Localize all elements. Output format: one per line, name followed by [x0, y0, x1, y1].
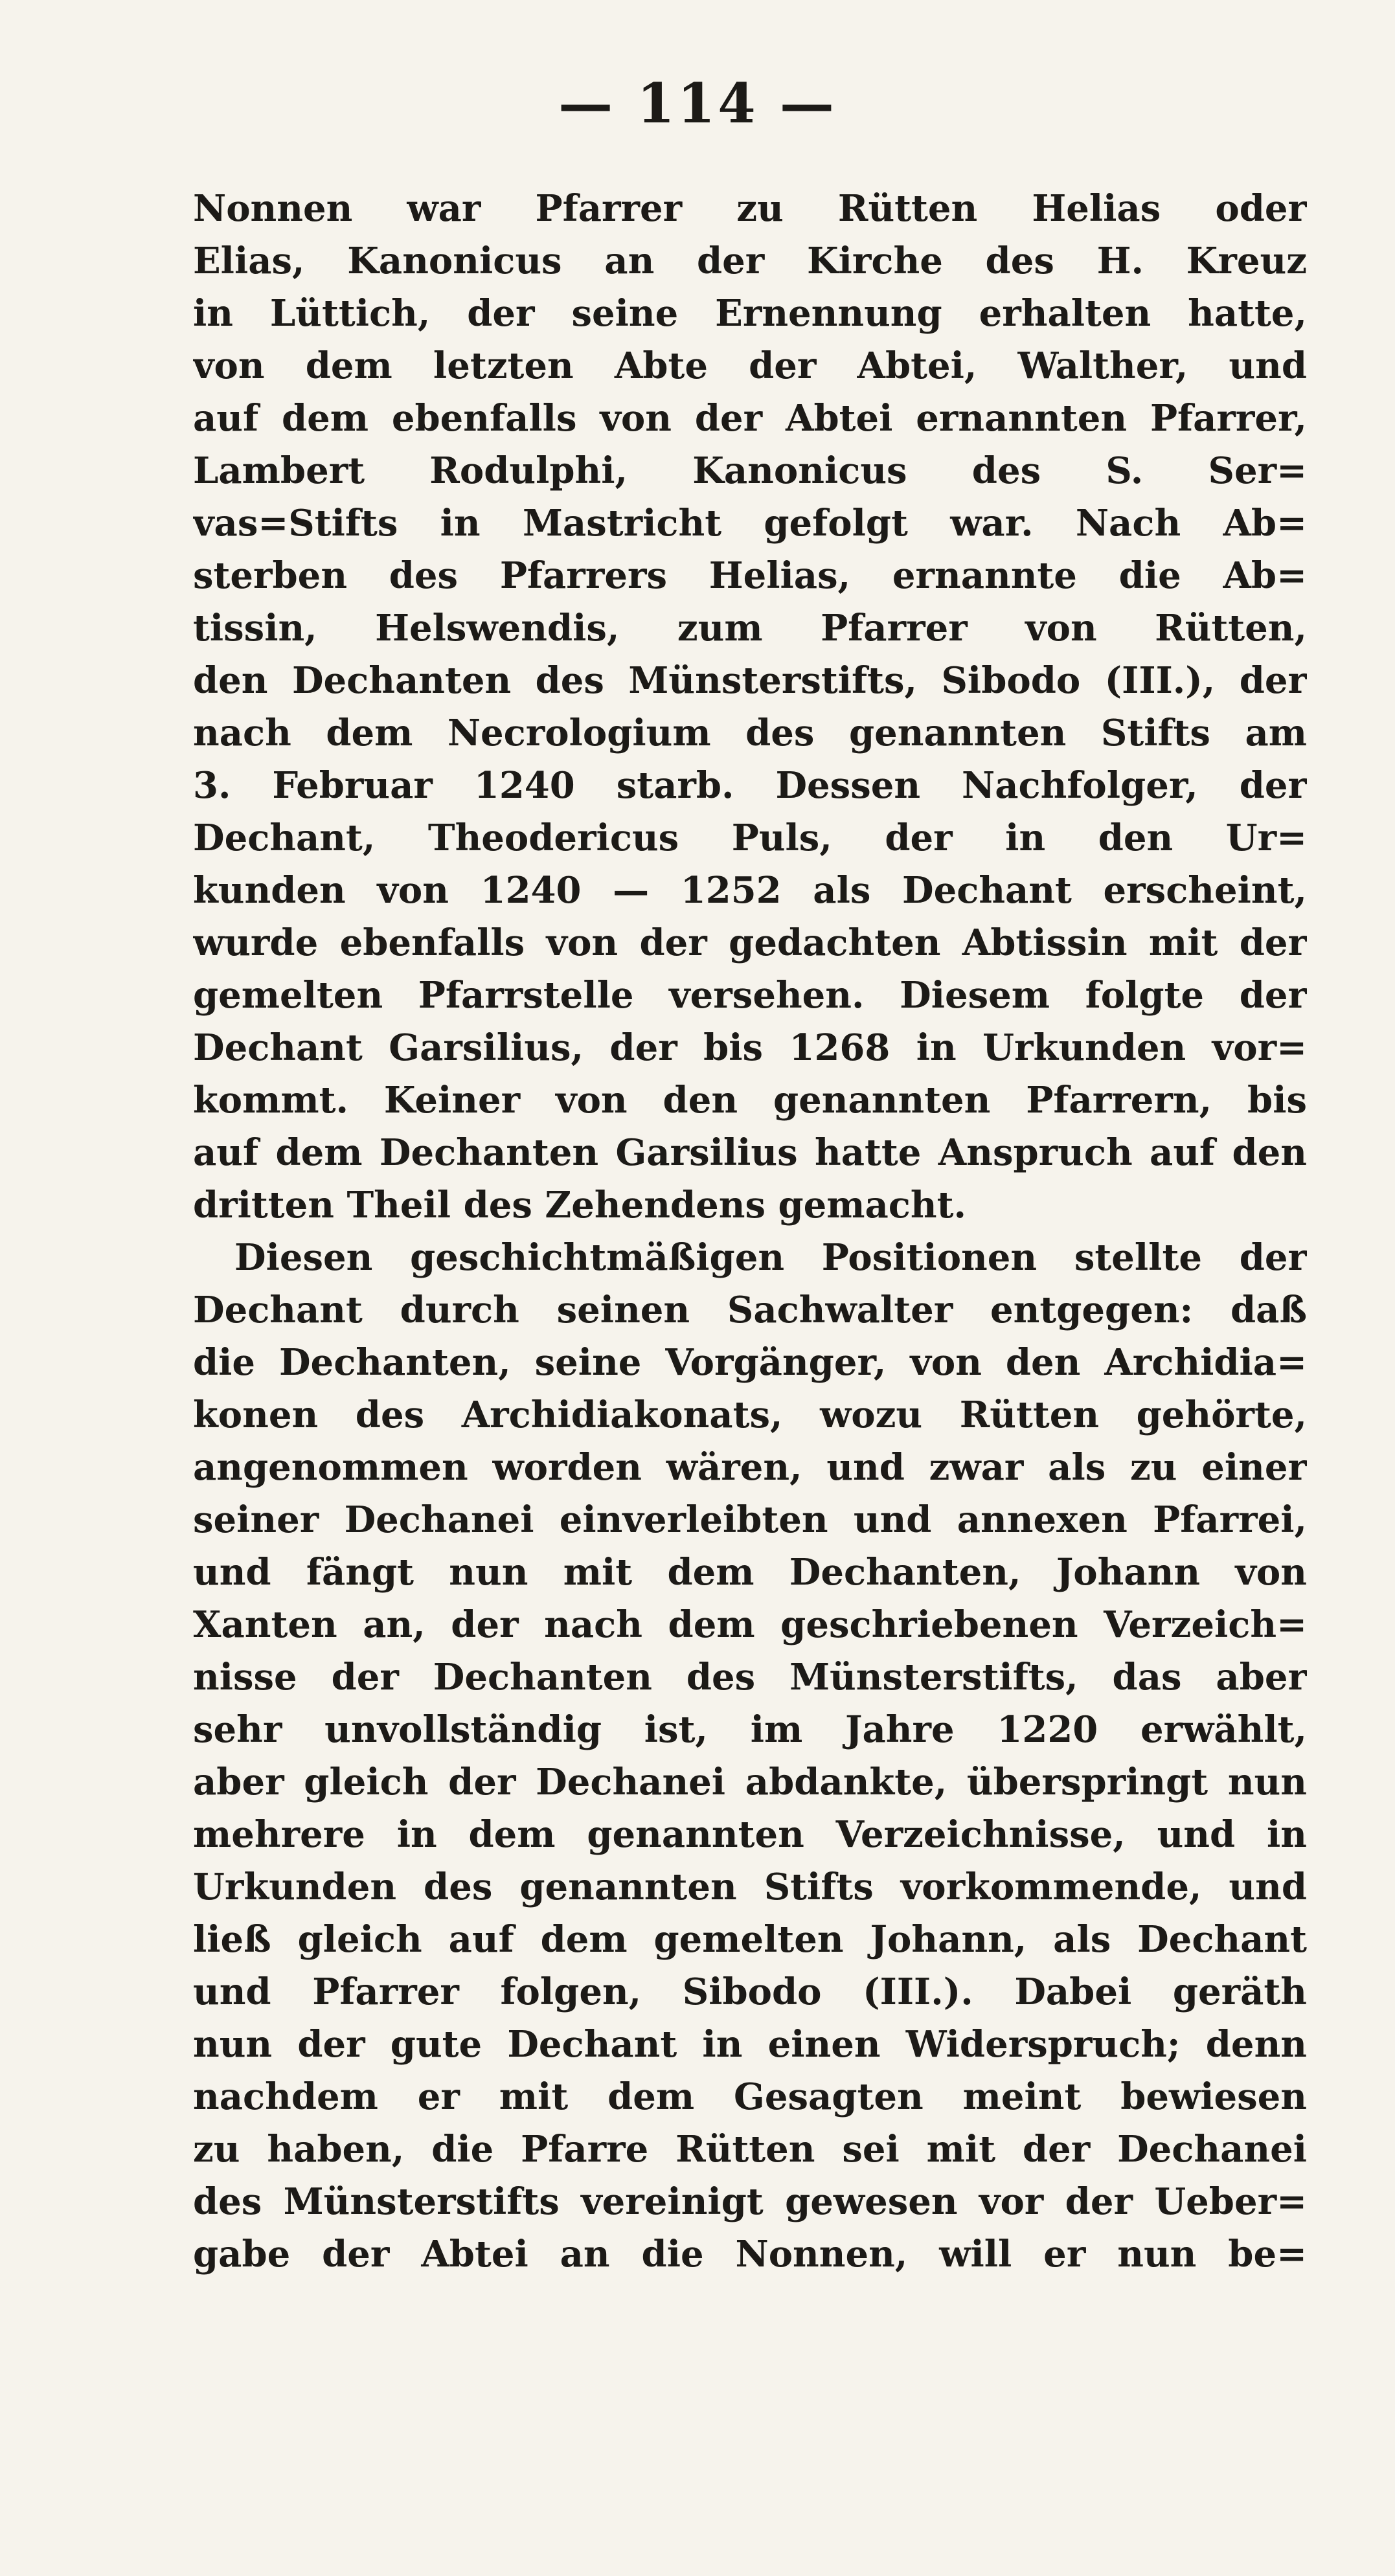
- text-line: Nonnen war Pfarrer zu Rütten Helias oder: [193, 187, 1307, 230]
- text-line: Urkunden des genannten Stifts vorkommende, und: [193, 1866, 1307, 1908]
- text-line: in Lüttich, der seine Ernennung erhalten hatte,: [193, 292, 1307, 335]
- text-line: Dechant, Theodericus Puls, der in den Ur=: [193, 817, 1307, 859]
- text-line: dritten Theil des Zehendens gemacht.: [193, 1184, 966, 1226]
- text-line: auf dem Dechanten Garsilius hatte Anspruch auf den: [193, 1131, 1307, 1174]
- text-line: vas=Stifts in Mastricht gefolgt war. Nach Ab=: [193, 502, 1307, 545]
- text-line: mehrere in dem genannten Verzeichnisse, und in: [193, 1813, 1307, 1856]
- text-line: Dechant durch seinen Sachwalter entgegen: daß: [193, 1289, 1307, 1331]
- text-line: den Dechanten des Münsterstifts, Sibodo (III.), der: [193, 659, 1307, 702]
- text-line: Elias, Kanonicus an der Kirche des H. Kreuz: [193, 240, 1307, 282]
- text-line: wurde ebenfalls von der gedachten Abtissin mit der: [193, 921, 1307, 964]
- text-line: 3. Februar 1240 starb. Dessen Nachfolger, der: [193, 764, 1307, 807]
- text-line: sterben des Pfarrers Helias, ernannte die Ab=: [193, 554, 1307, 597]
- text-line: ließ gleich auf dem gemelten Johann, als Dechant: [193, 1918, 1307, 1961]
- text-line: Lambert Rodulphi, Kanonicus des S. Ser=: [193, 449, 1307, 492]
- text-line: auf dem ebenfalls von der Abtei ernannten Pfarrer,: [193, 397, 1307, 440]
- text-line: nisse der Dechanten des Münsterstifts, das aber: [193, 1656, 1307, 1699]
- paragraph-1: [193, 183, 1307, 1232]
- page-number: — 114 —: [558, 71, 837, 135]
- text-line: von dem letzten Abte der Abtei, Walther, und: [193, 345, 1307, 387]
- text-line: seiner Dechanei einverleibten und annexen Pfarrei,: [193, 1498, 1307, 1541]
- text-line: Diesen geschichtmäßigen Positionen stellte der: [234, 1236, 1307, 1279]
- text-line: Dechant Garsilius, der bis 1268 in Urkunden vor=: [193, 1026, 1307, 1069]
- text-line: nachdem er mit dem Gesagten meint bewiesen: [193, 2075, 1307, 2118]
- text-line: und fängt nun mit dem Dechanten, Johann von: [193, 1551, 1307, 1594]
- body-text: [193, 183, 1307, 2281]
- text-line: gemelten Pfarrstelle versehen. Diesem folgte der: [193, 974, 1307, 1017]
- text-line: zu haben, die Pfarre Rütten sei mit der Dechanei: [193, 2128, 1307, 2171]
- text-line: kommt. Keiner von den genannten Pfarrern, bis: [193, 1079, 1307, 1122]
- text-line: aber gleich der Dechanei abdankte, überspringt nun: [193, 1761, 1307, 1803]
- text-line: sehr unvollständig ist, im Jahre 1220 erwählt,: [193, 1708, 1307, 1751]
- text-line: die Dechanten, seine Vorgänger, von den Archidia=: [193, 1341, 1307, 1384]
- text-line: angenommen worden wären, und zwar als zu einer: [193, 1446, 1307, 1489]
- text-line: kunden von 1240 — 1252 als Dechant erscheint,: [193, 869, 1307, 912]
- text-line: konen des Archidiakonats, wozu Rütten gehörte,: [193, 1394, 1307, 1436]
- text-line: tissin, Helswendis, zum Pfarrer von Rütten,: [193, 607, 1307, 650]
- text-line: nun der gute Dechant in einen Widerspruch; denn: [193, 2023, 1307, 2066]
- text-line: nach dem Necrologium des genannten Stifts am: [193, 712, 1307, 754]
- text-line: Xanten an, der nach dem geschriebenen Verzeich=: [193, 1603, 1307, 1646]
- paragraph-2: [193, 1232, 1307, 2281]
- text-line: des Münsterstifts vereinigt gewesen vor der Ueber=: [193, 2180, 1307, 2223]
- text-line: und Pfarrer folgen, Sibodo (III.). Dabei geräth: [193, 1971, 1307, 2013]
- text-line: gabe der Abtei an die Nonnen, will er nun be=: [193, 2233, 1307, 2276]
